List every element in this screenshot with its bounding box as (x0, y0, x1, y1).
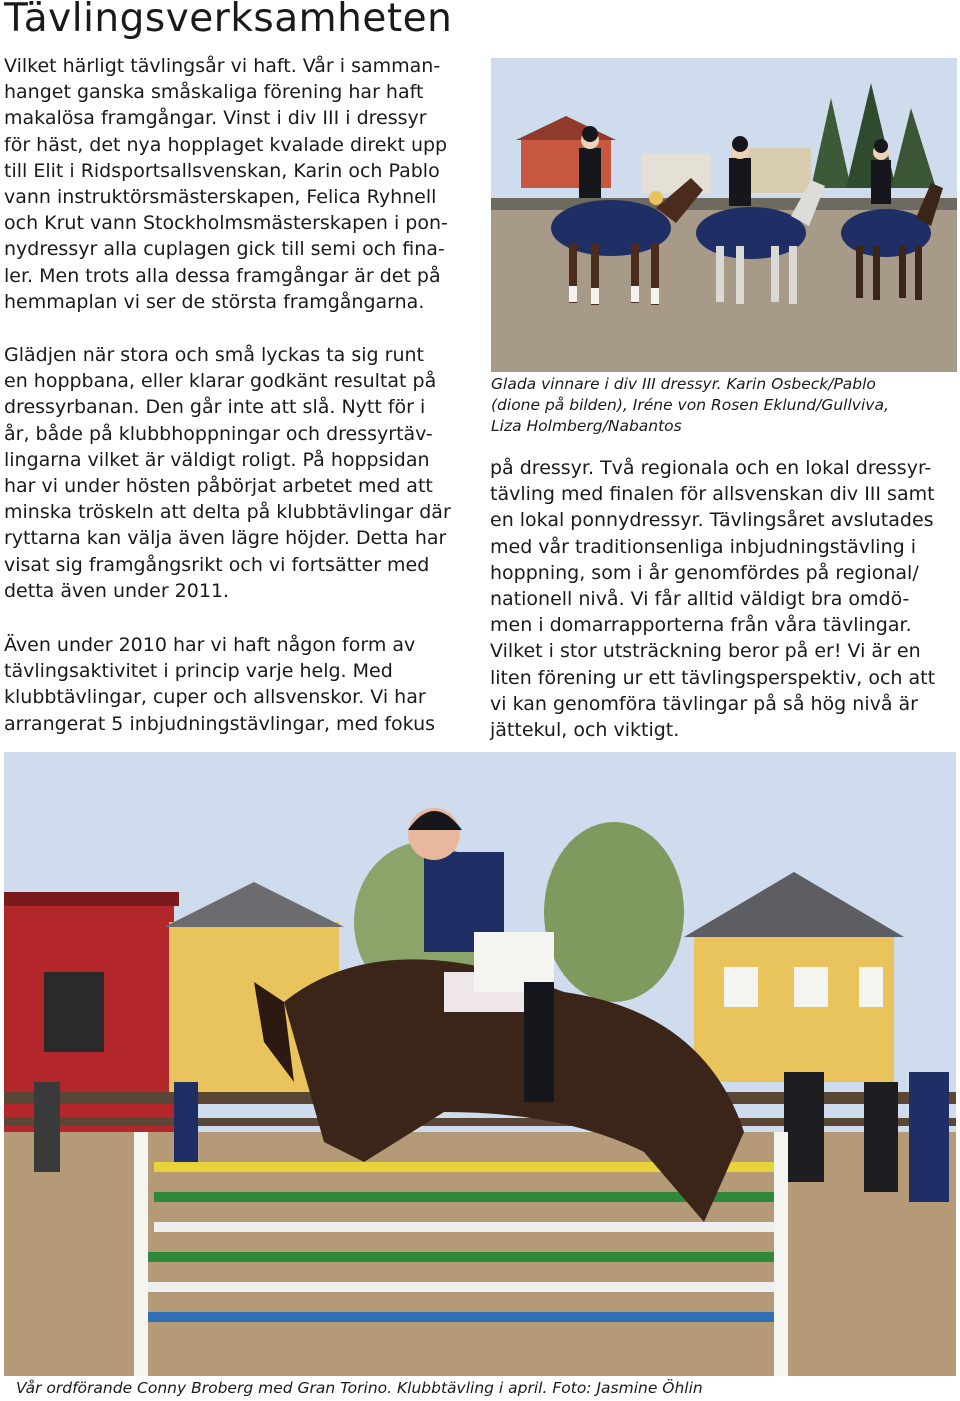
text-line: Även under 2010 har vi haft någon form av (4, 634, 416, 656)
text-line: på dressyr. Två regionala och en lokal dressyr- (490, 457, 932, 479)
text-line: hemmaplan vi ser de största framgångarna. (4, 290, 425, 313)
text-line: klubbtävlingar, cuper och allsvenskor. Vi har (4, 686, 426, 709)
caption-line: Glada vinnare i div III dressyr. Karin Osbeck/Pablo (491, 375, 876, 393)
text-line: arrangerat 5 inbjudningstävlingar, med fokus (4, 712, 436, 735)
text-line: liten förening ur ett tävlingsperspektiv, och att (490, 666, 936, 689)
text-line: år, både på klubbhoppningar och dressyrtäv- (4, 422, 433, 445)
show-jumping-photo-illustration (4, 752, 956, 1376)
text-line: jättekul, och viktigt. (490, 719, 680, 742)
text-line: men i domarrapporterna från våra tävlingar. (490, 614, 912, 637)
activity-paragraph (4, 632, 474, 737)
dressage-photo-illustration (491, 58, 957, 372)
text-line: Vilket härligt tävlingsår vi haft. Vår i samman- (4, 55, 441, 77)
text-line: med vår traditionsenliga inbjudningstävling i (490, 535, 917, 558)
intro-paragraph (4, 53, 474, 315)
text-line: lingarna vilket är väldigt roligt. På hoppsidan (4, 448, 430, 471)
dressage-photo (491, 58, 957, 372)
competition-paragraph (490, 455, 955, 743)
text-line: tävling med finalen för allsvenskan div III samt (490, 483, 935, 506)
dressage-photo-caption (491, 374, 889, 437)
text-line: vi kan genomföra tävlingar på så hög nivå är (490, 692, 918, 715)
text-line: till Elit i Ridsportsallsvenskan, Karin och Pablo (4, 159, 440, 182)
text-line: makalösa framgångar. Vinst i div III i dressyr (4, 107, 427, 130)
text-line: för häst, det nya hopplaget kvalade direkt upp (4, 133, 448, 156)
text-line: detta även under 2011. (4, 579, 230, 602)
text-line: hoppning, som i år genomfördes på regional/ (490, 561, 919, 584)
text-line: vann instruktörsmästerskapen, Felica Ryhnell (4, 186, 437, 209)
text-line: dressyrbanan. Den går inte att slå. Nytt för i (4, 396, 426, 419)
text-line: hanget ganska småskaliga förening har haft (4, 81, 424, 104)
text-line: en hoppbana, eller klarar godkänt resultat på (4, 370, 437, 393)
caption-line: (dione på bilden), Iréne von Rosen Eklund/Gullviva, (491, 396, 889, 414)
text-line: nationell nivå. Vi får alltid väldigt bra omdö- (490, 588, 910, 611)
text-line: och Krut vann Stockholmsmästerskapen i pon- (4, 212, 448, 235)
text-line: tävlingsaktivitet i princip varje helg. Med (4, 660, 393, 683)
show-jumping-caption (16, 1378, 703, 1399)
joy-paragraph (4, 342, 474, 604)
caption-line: Vår ordförande Conny Broberg med Gran Torino. Klubbtävling i april. Foto: Jasmine Öhlin (16, 1379, 703, 1397)
text-line: Vilket i stor utsträckning beror på er! Vi är en (490, 640, 921, 663)
text-line: ler. Men trots alla dessa framgångar är det på (4, 264, 441, 287)
text-line: visat sig framgångsrikt och vi fortsätter med (4, 553, 430, 576)
show-jumping-photo (4, 752, 956, 1376)
page-title: Tävlingsverksamheten (4, 0, 453, 41)
text-line: har vi under hösten påbörjat arbetet med att (4, 475, 433, 498)
text-line: Glädjen när stora och små lyckas ta sig runt (4, 344, 424, 366)
text-line: ryttarna kan välja även lägre höjder. Detta har (4, 527, 447, 550)
text-line: en lokal ponnydressyr. Tävlingsåret avslutades (490, 509, 934, 532)
text-line: nydressyr alla cuplagen gick till semi och fina- (4, 238, 445, 261)
caption-line: Liza Holmberg/Nabantos (491, 417, 682, 435)
text-line: minska tröskeln att delta på klubbtävlingar där (4, 501, 451, 524)
